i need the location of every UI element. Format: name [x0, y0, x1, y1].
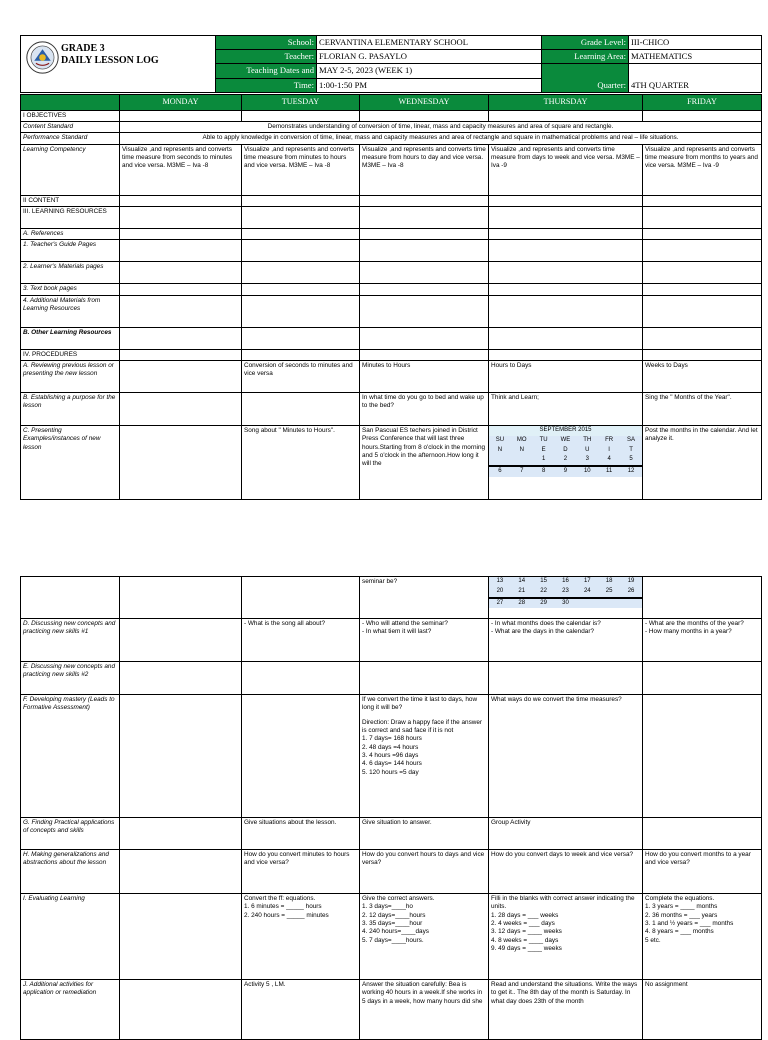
i-line: 5. 7 days=____hours. — [362, 936, 424, 944]
log-title: DAILY LESSON LOG — [61, 54, 159, 66]
header — [20, 35, 761, 93]
header-logo-cell — [21, 36, 216, 93]
a-friday: Weeks to Days — [643, 360, 762, 392]
i-line: 2. 12 days=____hours — [362, 911, 426, 919]
cal-date: 2 — [555, 455, 577, 466]
i-tuesday — [242, 894, 360, 980]
cal-day-fr: FR — [598, 436, 620, 446]
i-line: Give the correct answers. — [362, 895, 435, 902]
cal-day2-fr: I — [598, 446, 620, 456]
day-thursday: THURSDAY — [489, 95, 643, 111]
teacher-value: FLORIAN G. PASAYLO — [317, 50, 542, 64]
am-label: 4. Additional Materials from Learning Resources — [21, 295, 120, 327]
quarter-value: 4TH QUARTER — [629, 64, 762, 92]
cal-date: 20 — [489, 587, 511, 598]
d-label: D. Discussing new concepts and practicing new skills #1 — [21, 619, 120, 662]
lc-wednesday: Visualize ,and represents and converts time measure from hours to day and vice versa. M3ME – Iva -8 — [360, 144, 489, 195]
i-line: 3. 35 days=____hour — [362, 919, 423, 927]
cal-date: 15 — [533, 577, 555, 587]
time-value: 1:00-1:50 PM — [317, 78, 542, 92]
i-friday — [643, 894, 762, 980]
learning-area-label: Learning Area: — [542, 50, 629, 64]
day-monday: MONDAY — [120, 95, 242, 111]
d-wednesday: - Who will attend the seminar? - In what tiem it will last? — [360, 619, 489, 662]
dates-value: MAY 2-5, 2023 (WEEK 1) — [317, 64, 542, 78]
h-friday: How do you convert months to a year and vice versa? — [643, 850, 762, 894]
a-tuesday: Conversion of seconds to minutes and vice versa — [242, 360, 360, 392]
f-label: F. Developing mastery (Leads to Formative Assessment) — [21, 695, 120, 818]
school-value: CERVANTINA ELEMENTARY SCHOOL — [317, 36, 542, 50]
c-wednesday: San Pascual ES techers joined in District Press Conference that will last three hours.Starting from 8 o'clock in the morning and 5 o'clock in the afternoon.How long it will the — [360, 425, 489, 499]
cal-date: 7 — [511, 466, 533, 477]
h-wednesday: How do you convert hours to days and vice versa? — [360, 850, 489, 894]
b-wednesday: In what time do you go to bed and wake up to the bed? — [360, 392, 489, 425]
cal-day2-th: U — [576, 446, 598, 456]
learning-area-value: MATHEMATICS — [629, 50, 762, 64]
content-standard-label: Content Standard — [21, 121, 120, 132]
cal-date: 11 — [598, 466, 620, 477]
cal-day2-sa: T — [620, 446, 642, 456]
cal-day2-tu: E — [533, 446, 555, 456]
grade-level-value: III-CHICO — [629, 36, 762, 50]
f-wednesday-question: If we convert the time it last to days, how long it will be? — [362, 696, 478, 712]
performance-standard: Able to apply knowledge in conversion of time, linear, mass and capacity measures and area of rectangle and square in mathematical problems and real – life situations. — [120, 133, 762, 144]
cal-date: 17 — [576, 577, 598, 587]
cal-day-th: TH — [576, 436, 598, 446]
cal-date: 13 — [489, 577, 511, 587]
i-line: 3. 1 and ½ years = ___ months — [645, 919, 734, 927]
j-label: J. Additional activities for application or remediation — [21, 980, 120, 1040]
j-wednesday: Answer the situation carefully: Bea is working 40 hours in a week.If she works in 5 days in a week, how many hours did she — [360, 980, 489, 1040]
i-line: 1. 3 years = ____ months — [645, 903, 718, 911]
cal-day2-we: D — [555, 446, 577, 456]
tb-label: 3. Text book pages — [21, 284, 120, 295]
lc-thursday: Visualize ,and represents and converts time measure from days to week and vice versa. M3ME – Iva -9 — [489, 144, 643, 195]
i-line: 4. 240 hours=____days — [362, 928, 429, 936]
d-monday — [120, 619, 242, 662]
d-friday: - What are the months of the year? - How many months in a year? — [643, 619, 762, 662]
c-tuesday: Song about " Minutes to Hours". — [242, 425, 360, 499]
quarter-label: Quarter: — [542, 64, 629, 92]
i-line: 3. 12 days = ____ weeks — [491, 928, 562, 936]
a-label: A. Reviewing previous lesson or presenting the new lesson — [21, 360, 120, 392]
cal-date: 3 — [576, 455, 598, 466]
i-thursday — [489, 894, 643, 980]
cal-date: 23 — [555, 587, 577, 598]
g-thursday: Group Activity — [489, 818, 643, 850]
objectives-label: I OBJECTIVES — [21, 110, 120, 121]
b-monday — [120, 392, 242, 425]
references-label: A. References — [21, 228, 120, 239]
day-header-row — [21, 95, 762, 111]
learning-competency-label: Learning Competency — [21, 144, 120, 195]
procedures-label: IV. PROCEDURES — [21, 349, 120, 360]
f-item: 5. 120 hours =5 day — [362, 768, 419, 776]
j-thursday: Read and understand the situations. Write the ways to get it.. The 8th day of the month is Saturday. In what day does 23th of the month — [489, 980, 643, 1040]
j-tuesday: Activity 5 , LM. — [242, 980, 360, 1040]
lm-label: 2. Learner's Materials pages — [21, 262, 120, 284]
i-line: 4. 8 weeks = ____ days — [491, 936, 559, 944]
f-wednesday-direction: Direction: Draw a happy face if the answer is correct and sad face if it is not — [362, 718, 483, 734]
h-thursday: How do you convert days to week and vice versa? — [489, 850, 643, 894]
i-line: 1. 3 days=____ho — [362, 903, 413, 911]
grade-title: GRADE 3 — [61, 43, 105, 54]
calendar-part1 — [489, 425, 643, 499]
b-tuesday — [242, 392, 360, 425]
cal-date: 26 — [620, 587, 642, 598]
cal-date: 24 — [576, 587, 598, 598]
cal-day2-mo: N — [511, 446, 533, 456]
f-item: 2. 48 days =4 hours — [362, 743, 419, 751]
cal-day-we: WE — [555, 436, 577, 446]
lesson-table-page1 — [20, 94, 761, 500]
dates-label: Teaching Dates and — [216, 64, 317, 78]
cal-date: 10 — [576, 466, 598, 477]
h-label: H. Making generalizations and abstractions about the lesson — [21, 850, 120, 894]
h-monday — [120, 850, 242, 894]
day-tuesday: TUESDAY — [242, 95, 360, 111]
cal-day-mo: MO — [511, 436, 533, 446]
content-label: II CONTENT — [21, 195, 120, 206]
d-thursday: - In what months does the calendar is? - What are the days in the calendar? — [489, 619, 643, 662]
g-wednesday: Give situation to answer. — [360, 818, 489, 850]
cal-date — [576, 598, 598, 609]
a-wednesday: Minutes to Hours — [360, 360, 489, 392]
cal-date — [511, 455, 533, 466]
a-thursday: Hours to Days — [489, 360, 643, 392]
calendar-part2 — [489, 577, 643, 619]
i-line: 4. 8 years = ___ months — [645, 928, 714, 936]
g-label: G. Finding Practical applications of concepts and skills — [21, 818, 120, 850]
teacher-label: Teacher: — [216, 50, 317, 64]
cal-date — [620, 598, 642, 609]
cal-date: 5 — [620, 455, 642, 466]
lc-tuesday: Visualize ,and represents and converts time measure from minutes to hours and vice versa. M3ME – Iva -8 — [242, 144, 360, 195]
cal-date: 12 — [620, 466, 642, 477]
time-label: Time: — [216, 78, 317, 92]
cal-date: 25 — [598, 587, 620, 598]
b-thursday: Think and Learn; — [489, 392, 643, 425]
lc-friday: Visualize ,and represents and converts time measure from months to years and vice versa. M3ME – Iva -9 — [643, 144, 762, 195]
c-friday: Post the months in the calendar. And let analyze it. — [643, 425, 762, 499]
cal-date: 30 — [555, 598, 577, 609]
i-line: Convert the ff: equations. — [244, 895, 316, 902]
olr-label: B. Other Learning Resources — [21, 327, 120, 349]
c-wednesday-cont: seminar be? — [360, 577, 489, 619]
g-tuesday: Give situations about the lesson. — [242, 818, 360, 850]
cal-date — [598, 598, 620, 609]
f-item: 3. 4 hours =96 days — [362, 751, 419, 759]
i-line: 5 etc. — [645, 936, 661, 944]
cal-date: 4 — [598, 455, 620, 466]
i-line: 1. 6 minutes = _____ hours — [244, 903, 322, 911]
cal-date: 27 — [489, 598, 511, 609]
lesson-table-page2 — [20, 576, 761, 1040]
j-friday: No assignment — [643, 980, 762, 1040]
calendar-title: SEPTEMBER 2015 — [489, 426, 642, 436]
i-line: 2. 4 weeks = ___ days — [491, 919, 555, 927]
cal-date — [489, 455, 511, 466]
tg-label: 1. Teacher's Guide Pages — [21, 240, 120, 262]
f-wednesday — [360, 695, 489, 818]
lc-monday: Visualize ,and represents and converts time measure from seconds to minutes and vice versa. M3ME – Iva -8 — [120, 144, 242, 195]
f-item: 1. 7 days= 168 hours — [362, 735, 422, 743]
a-monday — [120, 360, 242, 392]
cal-day-su: SU — [489, 436, 511, 446]
deped-seal-icon — [26, 41, 59, 74]
cal-date: 14 — [511, 577, 533, 587]
cal-date: 1 — [533, 455, 555, 466]
g-friday — [643, 818, 762, 850]
b-friday: Sing the " Months of the Year". — [643, 392, 762, 425]
cal-day-tu: TU — [533, 436, 555, 446]
i-line: 2. 36 months = ___ years — [645, 911, 718, 919]
i-wednesday — [360, 894, 489, 980]
cal-date: 16 — [555, 577, 577, 587]
cal-date: 6 — [489, 466, 511, 477]
cal-date: 22 — [533, 587, 555, 598]
i-line: Complete the equations. — [645, 895, 715, 902]
cal-date: 19 — [620, 577, 642, 587]
f-item: 4. 6 days= 144 hours — [362, 760, 422, 768]
c-label: C. Presenting Examples/instances of new lesson — [21, 425, 120, 499]
performance-standard-label: Performance Standard — [21, 133, 120, 144]
learning-resources-label: III. LEARNING RESOURCES — [21, 206, 120, 228]
cal-date: 18 — [598, 577, 620, 587]
cal-date: 8 — [533, 466, 555, 477]
i-line: Filli in the blanks with correct answer indicating the units. — [491, 895, 635, 911]
e-label: E. Discussing new concepts and practicing new skills #2 — [21, 662, 120, 695]
i-line: 1. 28 days = ___ weeks — [491, 911, 559, 919]
f-thursday: What ways do we convert the time measures? — [489, 695, 643, 818]
cal-day2-su: N — [489, 446, 511, 456]
cal-date: 29 — [533, 598, 555, 609]
content-standard: Demonstrates understanding of conversion of time, linear, mass and capacity measures and area of square and rectangle. — [120, 121, 762, 132]
cal-date: 28 — [511, 598, 533, 609]
d-tuesday: - What is the song all about? — [242, 619, 360, 662]
i-line: 9. 49 days = ____ weeks — [491, 944, 562, 952]
i-line: 2. 240 hours = _____ minutes — [244, 911, 329, 919]
h-tuesday: How do you convert minutes to hours and vice versa? — [242, 850, 360, 894]
cal-date: 21 — [511, 587, 533, 598]
day-wednesday: WEDNESDAY — [360, 95, 489, 111]
b-label: B. Establishing a purpose for the lesson — [21, 392, 120, 425]
day-friday: FRIDAY — [643, 95, 762, 111]
school-label: School: — [216, 36, 317, 50]
cal-day-sa: SA — [620, 436, 642, 446]
grade-level-label: Grade Level: — [542, 36, 629, 50]
g-monday — [120, 818, 242, 850]
i-label: I. Evaluating Learning — [21, 894, 120, 980]
cal-date: 9 — [555, 466, 577, 477]
